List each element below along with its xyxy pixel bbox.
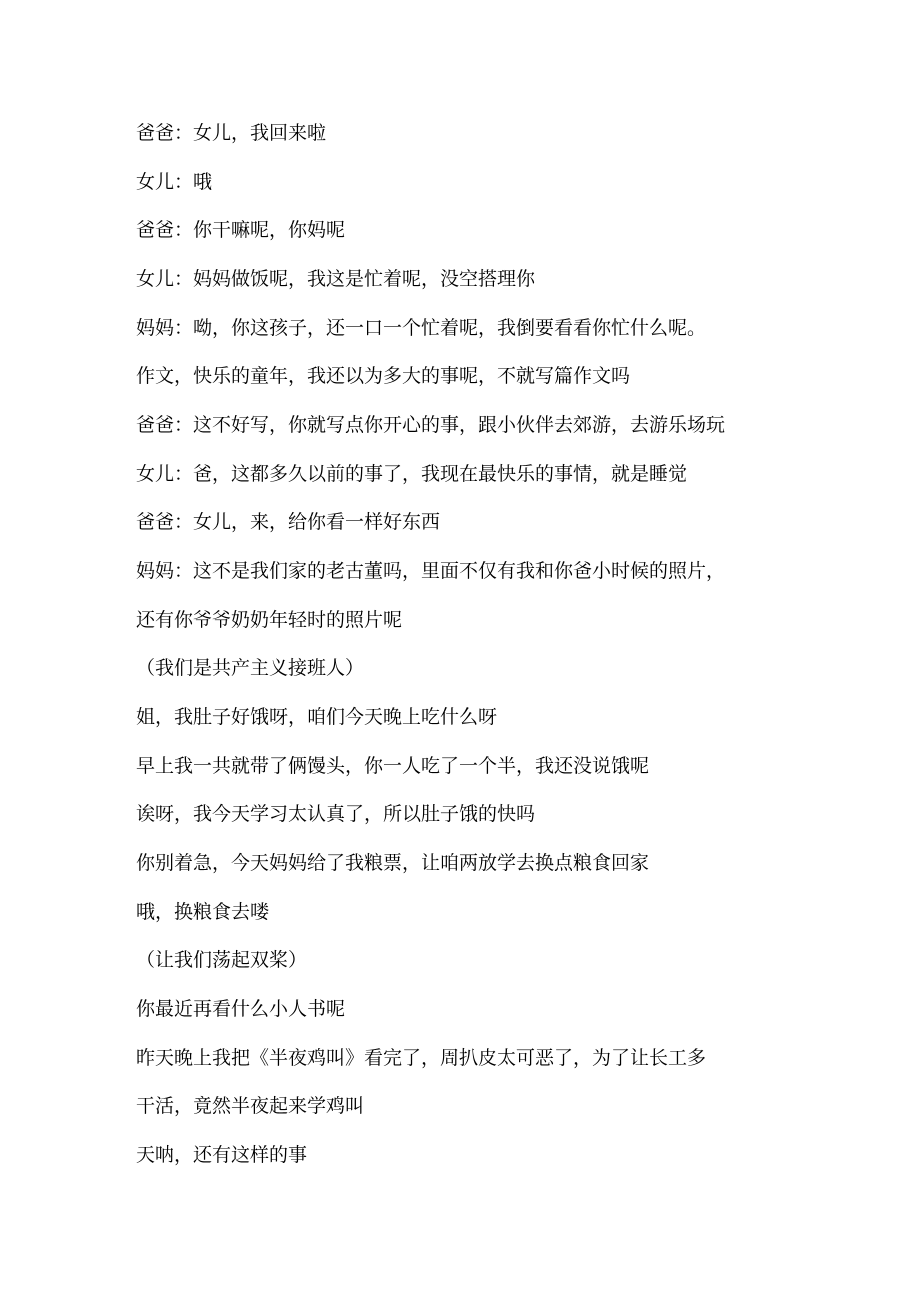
dialogue-line: 妈妈：呦，你这孩子，还一口一个忙着呢，我倒要看看你忙什么呢。 [136,317,707,339]
dialogue-line: 爸爸：你干嘛呢，你妈呢 [136,219,346,241]
dialogue-line: 干活，竟然半夜起来学鸡叫 [136,1095,365,1117]
dialogue-line: 爸爸：这不好写，你就写点你开心的事，跟小伙伴去郊游，去游乐场玩 [136,414,726,436]
dialogue-line: 还有你爷爷奶奶年轻时的照片呢 [136,609,403,631]
dialogue-line: 女儿：爸，这都多久以前的事了，我现在最快乐的事情，就是睡觉 [136,463,688,485]
section-heading: （让我们荡起双桨） [136,949,308,971]
dialogue-line: 诶呀，我今天学习太认真了，所以肚子饿的快吗 [136,803,536,825]
dialogue-line: 昨天晚上我把《半夜鸡叫》看完了，周扒皮太可恶了，为了让长工多 [136,1047,707,1069]
dialogue-line: 爸爸：女儿，来，给你看一样好东西 [136,511,441,533]
dialogue-line: 作文，快乐的童年，我还以为多大的事呢，不就写篇作文吗 [136,365,631,387]
dialogue-line: 女儿：哦 [136,171,213,193]
section-heading: （我们是共产主义接班人） [136,657,365,679]
dialogue-line: 你别着急，今天妈妈给了我粮票，让咱两放学去换点粮食回家 [136,852,650,874]
dialogue-line: 早上我一共就带了俩馒头，你一人吃了一个半，我还没说饿呢 [136,755,650,777]
dialogue-line: 爸爸：女儿，我回来啦 [136,122,327,144]
dialogue-line: 天呐，还有这样的事 [136,1144,308,1166]
dialogue-line: 女儿：妈妈做饭呢，我这是忙着呢，没空搭理你 [136,268,536,290]
dialogue-line: 姐，我肚子好饿呀，咱们今天晚上吃什么呀 [136,706,498,728]
dialogue-line: 你最近再看什么小人书呢 [136,998,346,1020]
dialogue-line: 哦，换粮食去喽 [136,901,270,923]
dialogue-line: 妈妈：这不是我们家的老古董吗，里面不仅有我和你爸小时候的照片， [136,560,726,582]
